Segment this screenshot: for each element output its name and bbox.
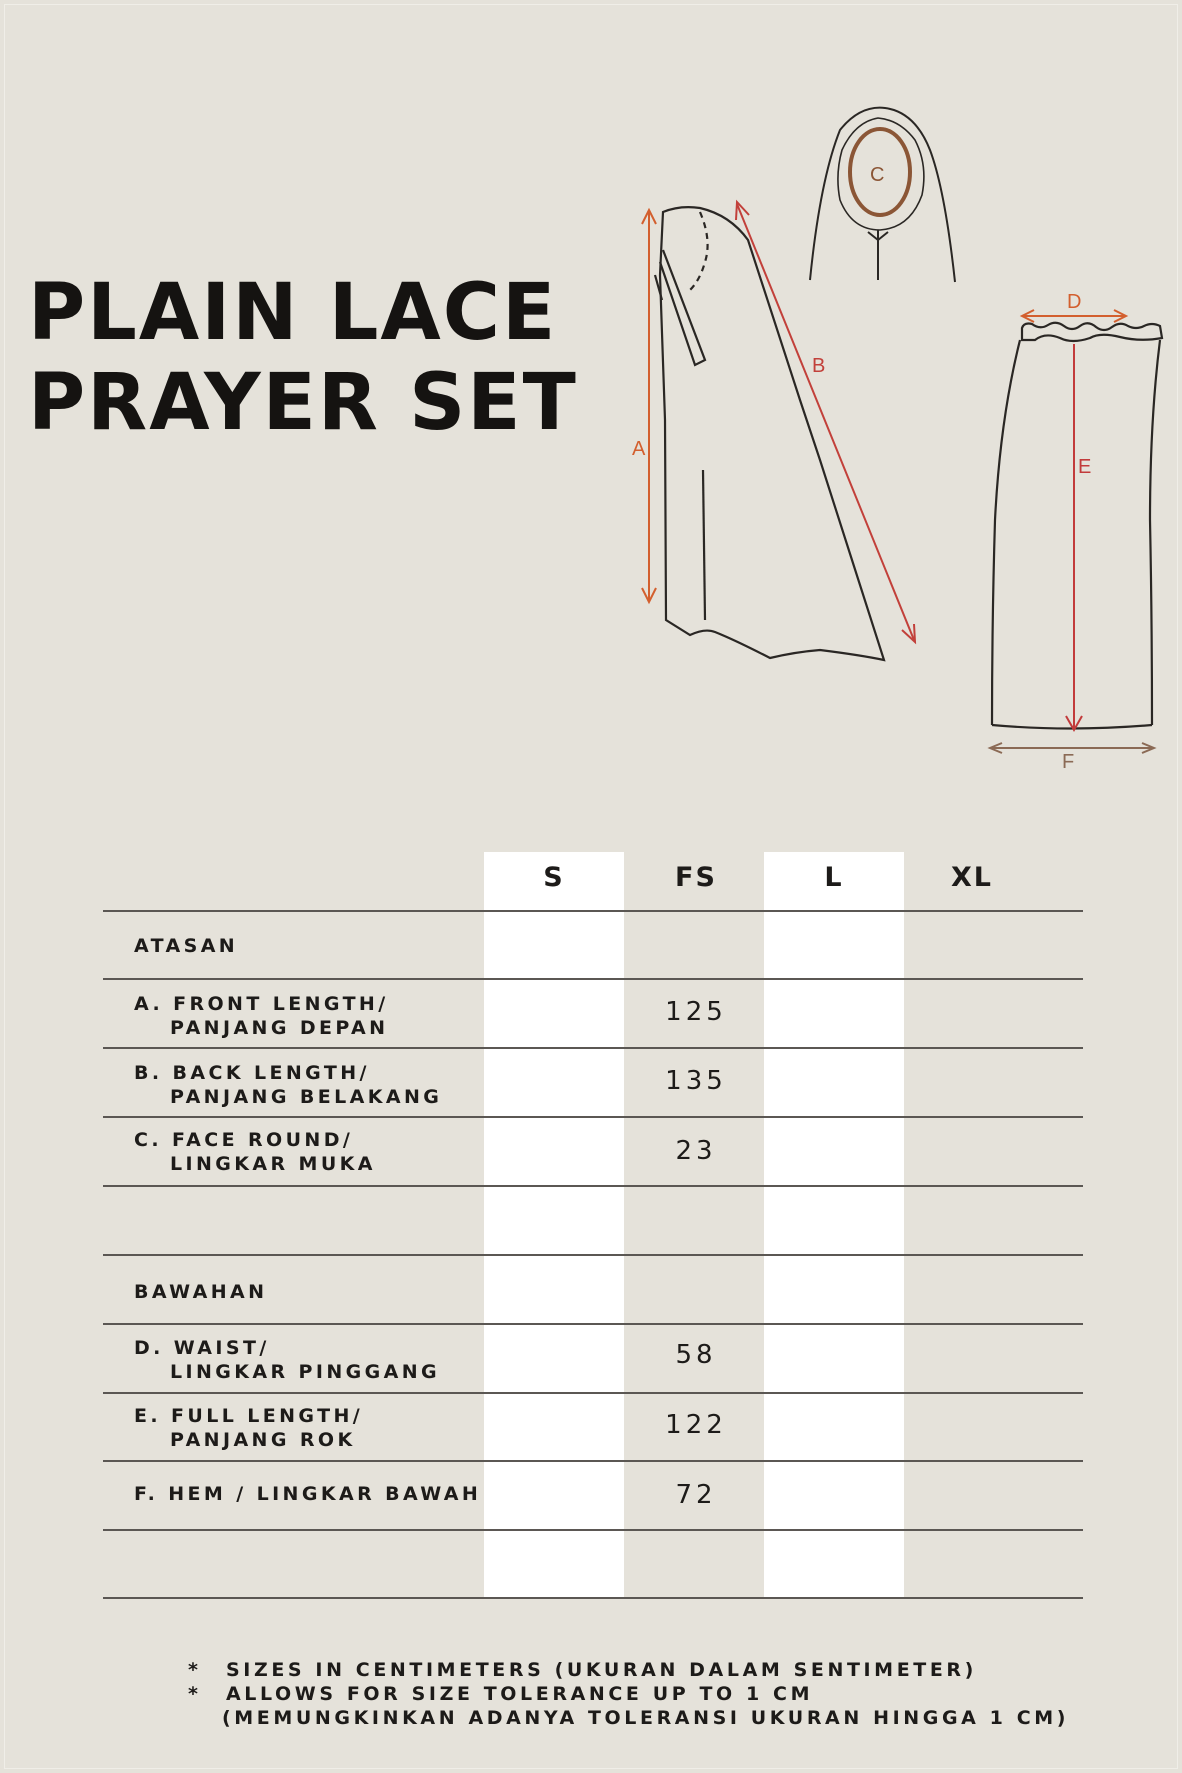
footnote-3-text: (MEMUNGKINKAN ADANYA TOLERANSI UKURAN HINGGA 1 CM) xyxy=(222,1707,1070,1729)
hood-illustration xyxy=(810,108,955,282)
row-c-line2: LINGKAR MUKA xyxy=(170,1153,376,1175)
table-row-label-c xyxy=(134,1128,494,1176)
measure-d-label: D xyxy=(1067,291,1082,313)
row-b-line2: PANJANG BELAKANG xyxy=(170,1086,443,1108)
skirt-illustration xyxy=(992,323,1162,729)
title-line-1: PLAIN LACE xyxy=(28,268,558,358)
table-row-label-f xyxy=(134,1482,494,1506)
table-row-label-d xyxy=(134,1336,494,1384)
column-header-xl: XL xyxy=(950,862,994,893)
table-row-label-a xyxy=(134,992,494,1040)
footnote-3 xyxy=(222,1706,1069,1730)
table-divider xyxy=(103,1047,1083,1049)
table-row-label-b xyxy=(134,1061,494,1109)
row-c-line1: C. FACE ROUND/ xyxy=(134,1129,354,1151)
row-d-line2: LINGKAR PINGGANG xyxy=(170,1361,441,1383)
table-divider xyxy=(103,1185,1083,1187)
row-a-line2: PANJANG DEPAN xyxy=(170,1017,389,1039)
section-label-top: ATASAN xyxy=(134,935,239,957)
table-cell-f-fs: 72 xyxy=(675,1480,717,1510)
table-divider xyxy=(103,1323,1083,1325)
column-header-fs: FS xyxy=(675,862,717,893)
footnote-bullet: * xyxy=(188,1683,202,1705)
footnote-bullet: * xyxy=(188,1659,202,1681)
table-row-label-e xyxy=(134,1404,494,1452)
measure-b-label: B xyxy=(812,355,826,377)
measure-b-arrow xyxy=(736,202,915,642)
row-e-line1: E. FULL LENGTH/ xyxy=(134,1405,364,1427)
footnote-1-text: SIZES IN CENTIMETERS (UKURAN DALAM SENTIMETER) xyxy=(226,1659,977,1681)
column-s-background xyxy=(484,852,624,1597)
row-a-line1: A. FRONT LENGTH/ xyxy=(134,993,389,1015)
section-label-bottom: BAWAHAN xyxy=(134,1281,268,1303)
table-divider xyxy=(103,1460,1083,1462)
measure-f-label: F xyxy=(1062,751,1075,773)
table-cell-b-fs: 135 xyxy=(665,1066,727,1096)
column-header-l: L xyxy=(824,862,844,893)
table-divider xyxy=(103,910,1083,912)
garment-measurement-diagram xyxy=(0,0,1182,780)
table-divider xyxy=(103,1254,1083,1256)
table-divider xyxy=(103,1116,1083,1118)
measure-c-label: C xyxy=(870,164,885,186)
table-divider xyxy=(103,1529,1083,1531)
table-divider xyxy=(103,1597,1083,1599)
table-divider xyxy=(103,978,1083,980)
measure-e-arrow xyxy=(1066,344,1082,730)
footnote-2 xyxy=(188,1682,813,1706)
footnote-1 xyxy=(188,1658,977,1682)
column-header-s: S xyxy=(543,862,565,893)
title-line-2: PRAYER SET xyxy=(28,358,578,448)
footnote-2-text: ALLOWS FOR SIZE TOLERANCE UP TO 1 CM xyxy=(226,1683,814,1705)
table-cell-c-fs: 23 xyxy=(675,1136,717,1166)
row-f-line1: F. HEM / LINGKAR BAWAH xyxy=(134,1483,482,1505)
top-garment-illustration xyxy=(655,207,884,660)
column-l-background xyxy=(764,852,904,1597)
measure-e-label: E xyxy=(1078,456,1092,478)
table-cell-d-fs: 58 xyxy=(675,1340,717,1370)
measure-a-arrow xyxy=(642,210,656,602)
row-b-line1: B. BACK LENGTH/ xyxy=(134,1062,370,1084)
table-cell-e-fs: 122 xyxy=(665,1410,727,1440)
row-d-line1: D. WAIST/ xyxy=(134,1337,270,1359)
row-e-line2: PANJANG ROK xyxy=(170,1429,356,1451)
measure-a-label: A xyxy=(632,438,646,460)
table-cell-a-fs: 125 xyxy=(665,997,727,1027)
table-divider xyxy=(103,1392,1083,1394)
